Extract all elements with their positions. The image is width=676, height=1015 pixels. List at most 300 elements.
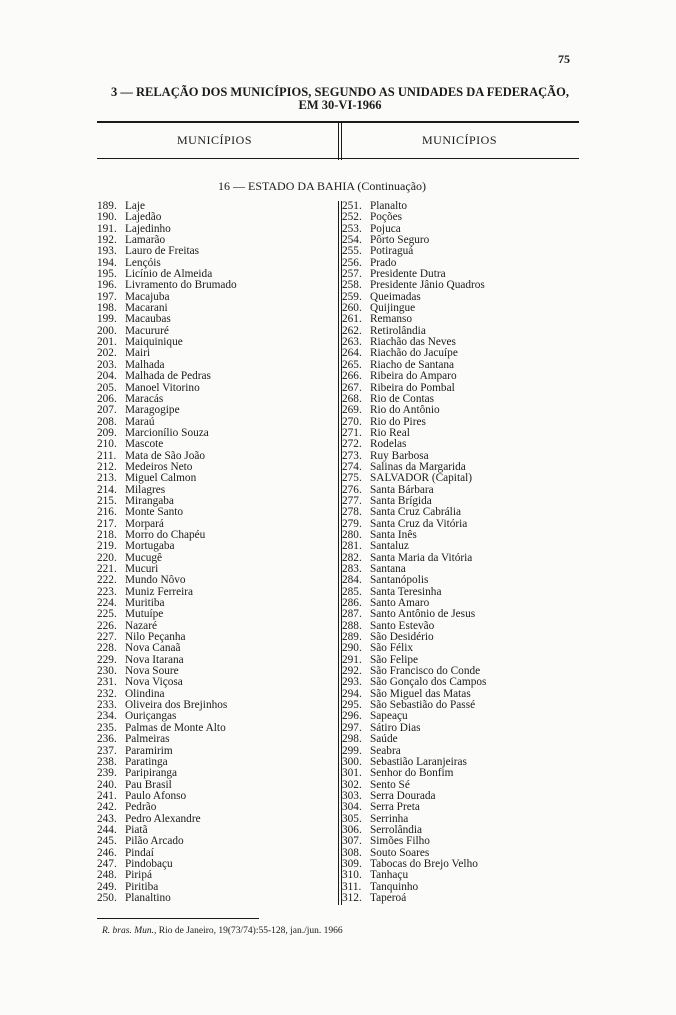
municipality-name: Pindobaçu — [125, 857, 173, 870]
item-number: 240. — [97, 778, 117, 791]
municipality-name: Muritiba — [125, 597, 165, 610]
list-item — [97, 791, 237, 802]
municipality-name: Mata de São João — [125, 449, 205, 462]
item-number: 257. — [342, 268, 362, 281]
municipality-name: Santa Cruz Cabrália — [370, 506, 461, 519]
item-number: 272. — [342, 438, 362, 451]
municipality-name: Mundo Nôvo — [125, 574, 186, 587]
item-number: 193. — [97, 245, 117, 258]
municipality-name: Piatã — [125, 823, 148, 836]
item-number: 197. — [97, 290, 117, 303]
municipality-name: Morpará — [125, 517, 164, 530]
municipality-name: Muniz Ferreira — [125, 585, 194, 598]
municipality-name: Queimadas — [370, 290, 421, 303]
item-number: 195. — [97, 268, 117, 281]
item-number: 308. — [342, 846, 362, 859]
item-number: 303. — [342, 789, 362, 802]
page-number: 75 — [558, 52, 570, 66]
municipality-name: São Desidério — [370, 631, 434, 644]
municipality-name: Prado — [370, 256, 397, 269]
municipality-name: São Francisco do Conde — [370, 665, 481, 678]
item-number: 261. — [342, 313, 362, 326]
list-item — [97, 553, 237, 564]
municipality-name: Saúde — [370, 733, 398, 746]
municipality-name: Nazaré — [125, 619, 157, 632]
item-number: 229. — [97, 653, 117, 666]
item-number: 227. — [97, 631, 117, 644]
municipality-name: Santa Inês — [370, 528, 417, 541]
item-number: 223. — [97, 585, 117, 598]
section-title-line2: EM 30-VI-1966 — [298, 98, 382, 112]
item-number: 224. — [97, 597, 117, 610]
municipality-name: Mucuri — [125, 563, 159, 575]
item-number: 216. — [97, 506, 117, 519]
municipality-name: Nova Viçosa — [125, 676, 183, 689]
item-number: 270. — [342, 415, 362, 428]
item-number: 269. — [342, 404, 362, 417]
municipality-name: Mutuípe — [125, 608, 164, 621]
municipality-name: Serrinha — [370, 812, 409, 825]
item-number: 260. — [342, 302, 362, 315]
list-divider-left — [338, 201, 339, 905]
municipality-name: Paratinga — [125, 755, 168, 768]
list-item — [342, 723, 486, 734]
item-number: 209. — [97, 426, 117, 439]
municipality-name: Medeiros Neto — [125, 460, 193, 473]
item-number: 239. — [97, 767, 117, 780]
item-number: 275. — [342, 472, 362, 485]
item-number: 298. — [342, 733, 362, 746]
list-item — [97, 541, 237, 552]
list-item — [342, 768, 486, 779]
municipality-name: Pedro Alexandre — [125, 812, 201, 825]
municipality-name: Nova Canaã — [125, 642, 181, 655]
list-item — [342, 859, 486, 870]
list-item — [342, 417, 486, 428]
municipality-name: Ouriçangas — [125, 710, 177, 723]
item-number: 253. — [342, 222, 362, 235]
municipality-name: Miguel Calmon — [125, 472, 197, 485]
municipality-name: São Sebastião do Passé — [370, 699, 476, 712]
item-number: 222. — [97, 574, 117, 587]
item-number: 291. — [342, 653, 362, 666]
item-number: 262. — [342, 324, 362, 337]
item-number: 191. — [97, 222, 117, 235]
list-item — [97, 224, 237, 235]
list-item — [342, 734, 486, 745]
municipality-name: Presidente Dutra — [370, 268, 446, 281]
item-number: 206. — [97, 392, 117, 405]
municipality-name: Macaubas — [125, 313, 171, 326]
section-title-line1: 3 — RELAÇÃO DOS MUNICÍPIOS, SEGUNDO AS UNIDADES DA FEDERAÇÃO, — [110, 85, 570, 99]
item-number: 271. — [342, 426, 362, 439]
item-number: 252. — [342, 211, 362, 224]
item-number: 244. — [97, 823, 117, 836]
item-number: 200. — [97, 324, 117, 337]
item-number: 217. — [97, 517, 117, 530]
item-number: 259. — [342, 290, 362, 303]
item-number: 241. — [97, 789, 117, 802]
list-item — [97, 859, 237, 870]
item-number: 226. — [97, 619, 117, 632]
item-number: 284. — [342, 574, 362, 587]
list-item — [97, 814, 237, 825]
item-number: 201. — [97, 336, 117, 349]
municipality-name: Mascote — [125, 438, 164, 451]
item-number: 232. — [97, 687, 117, 700]
item-number: 213. — [97, 472, 117, 485]
municipality-name: Nova Soure — [125, 665, 179, 678]
item-number: 293. — [342, 676, 362, 689]
item-number: 312. — [342, 891, 362, 904]
municipality-name: Mucugê — [125, 551, 163, 564]
state-subtitle: 16 — ESTADO DA BAHIA (Continuação) — [218, 179, 427, 193]
municipality-name: Quijingue — [370, 302, 416, 315]
municipality-name: Riacho de Santana — [370, 358, 455, 371]
list-item — [97, 587, 237, 598]
item-number: 304. — [342, 801, 362, 814]
item-number: 204. — [97, 370, 117, 383]
municipality-name: Milagres — [125, 483, 166, 496]
item-number: 290. — [342, 642, 362, 655]
municipality-name: Rio do Pires — [370, 415, 426, 428]
list-item — [342, 212, 486, 223]
list-item — [97, 348, 237, 359]
municipality-name: Mirangaba — [125, 494, 174, 507]
list-item — [97, 893, 237, 904]
item-number: 280. — [342, 528, 362, 541]
item-number: 299. — [342, 744, 362, 757]
item-number: 302. — [342, 778, 362, 791]
item-number: 238. — [97, 755, 117, 768]
municipality-name: Lajedão — [125, 211, 162, 224]
municipality-name: Macarani — [125, 302, 168, 315]
municipality-name: Tanquinho — [370, 880, 419, 893]
municipality-name: Pojuca — [370, 222, 401, 235]
municipality-name: São Gonçalo dos Campos — [370, 676, 487, 689]
municipality-list-right — [342, 201, 486, 904]
municipality-name: Rodelas — [370, 438, 407, 451]
municipality-name: Monte Santo — [125, 506, 184, 519]
list-item — [342, 632, 486, 643]
municipality-name: Tabocas do Brejo Velho — [370, 857, 478, 870]
municipality-name: Pôrto Seguro — [370, 234, 430, 247]
municipality-name: Livramento do Brumado — [125, 279, 237, 292]
municipality-name: Palmas de Monte Alto — [125, 721, 226, 734]
municipality-name: Senhor do Bonfim — [370, 767, 454, 780]
municipality-name: Marcionílio Souza — [125, 426, 209, 439]
item-number: 311. — [342, 880, 362, 893]
item-number: 282. — [342, 551, 362, 564]
municipality-name: Paripiranga — [125, 767, 178, 780]
item-number: 307. — [342, 835, 362, 848]
item-number: 285. — [342, 585, 362, 598]
municipality-name: Retirolândia — [370, 324, 426, 337]
municipality-name: Serra Preta — [370, 801, 420, 814]
list-item — [97, 677, 237, 688]
item-number: 202. — [97, 347, 117, 360]
item-number: 220. — [97, 551, 117, 564]
item-number: 219. — [97, 540, 117, 553]
municipality-name: Palmeiras — [125, 733, 170, 746]
municipality-name: Malhada — [125, 358, 165, 371]
municipality-name: Santa Bárbara — [370, 483, 434, 496]
municipality-name: SALVADOR (Capital) — [370, 472, 472, 485]
municipality-name: Laje — [125, 200, 146, 212]
municipality-name: Tanhaçu — [370, 869, 409, 882]
footer-details: Rio de Janeiro, 19(73/74):55-128, jan./jun. 1966 — [158, 926, 343, 936]
item-number: 300. — [342, 755, 362, 768]
municipality-name: Macajuba — [125, 290, 170, 303]
municipality-name: Manoel Vitorino — [125, 381, 200, 394]
list-item — [342, 893, 486, 904]
item-number: 196. — [97, 279, 117, 292]
item-number: 295. — [342, 699, 362, 712]
item-number: 212. — [97, 460, 117, 473]
item-number: 215. — [97, 494, 117, 507]
item-number: 255. — [342, 245, 362, 258]
footer-citation — [102, 926, 343, 936]
municipality-name: Planaltino — [125, 891, 171, 904]
item-number: 243. — [97, 812, 117, 825]
item-number: 199. — [97, 313, 117, 326]
list-item — [342, 235, 486, 246]
municipality-name: Simões Filho — [370, 835, 430, 848]
item-number: 277. — [342, 494, 362, 507]
item-number: 286. — [342, 597, 362, 610]
municipality-name: Souto Soares — [370, 846, 430, 859]
list-item — [97, 870, 237, 881]
municipality-name: Maiquinique — [125, 336, 183, 349]
item-number: 287. — [342, 608, 362, 621]
list-item — [97, 836, 237, 847]
item-number: 263. — [342, 336, 362, 349]
item-number: 264. — [342, 347, 362, 360]
item-number: 235. — [97, 721, 117, 734]
municipality-name: Salinas da Margarida — [370, 460, 466, 473]
municipality-name: Pilão Arcado — [125, 835, 184, 848]
municipality-name: Sátiro Dias — [370, 721, 421, 734]
item-number: 214. — [97, 483, 117, 496]
item-number: 246. — [97, 846, 117, 859]
municipality-name: Pedrão — [125, 801, 157, 814]
item-number: 249. — [97, 880, 117, 893]
column-header-right: MUNICÍPIOS — [422, 133, 498, 147]
municipality-name: Pindaí — [125, 846, 154, 859]
municipality-name: Santaluz — [370, 540, 409, 553]
item-number: 242. — [97, 801, 117, 814]
municipality-name: Santanópolis — [370, 574, 429, 587]
list-item — [342, 303, 486, 314]
municipality-name: Piritiba — [125, 880, 159, 893]
list-item — [97, 201, 237, 212]
municipality-name: Malhada de Pedras — [125, 370, 211, 383]
footer-journal: R. bras. Mun., — [102, 926, 157, 936]
header-bottom-rule — [97, 158, 579, 159]
list-item — [342, 428, 486, 439]
item-number: 288. — [342, 619, 362, 632]
municipality-name: Santa Teresinha — [370, 585, 442, 598]
municipality-name: Nova Itarana — [125, 653, 184, 666]
municipality-name: Presidente Jânio Quadros — [370, 279, 485, 292]
item-number: 278. — [342, 506, 362, 519]
item-number: 245. — [97, 835, 117, 848]
municipality-name: Morro do Chapéu — [125, 528, 206, 541]
municipality-name: Ribeira do Pombal — [370, 381, 455, 394]
municipality-name: Mairi — [125, 347, 151, 360]
item-number: 310. — [342, 869, 362, 882]
municipality-name: Paramirim — [125, 744, 173, 757]
item-number: 306. — [342, 823, 362, 836]
header-divider-right — [341, 123, 342, 160]
municipality-name: Lamarão — [125, 234, 166, 247]
item-number: 256. — [342, 256, 362, 269]
item-number: 225. — [97, 608, 117, 621]
municipality-name: Pau Brasil — [125, 778, 172, 791]
item-number: 268. — [342, 392, 362, 405]
municipality-name: Rio do Antônio — [370, 404, 440, 417]
item-number: 233. — [97, 699, 117, 712]
municipality-name: Planalto — [370, 200, 408, 212]
municipality-name: Santa Cruz da Vitória — [370, 517, 468, 530]
municipality-name: Lençóis — [125, 256, 161, 269]
municipality-name: São Félix — [370, 642, 413, 655]
item-number: 230. — [97, 665, 117, 678]
item-number: 190. — [97, 211, 117, 224]
municipality-name: Lauro de Freitas — [125, 245, 200, 258]
list-item — [342, 246, 486, 257]
municipality-name: São Felipe — [370, 653, 419, 666]
list-item — [97, 383, 237, 394]
municipality-name: Piripá — [125, 869, 152, 882]
item-number: 207. — [97, 404, 117, 417]
item-number: 273. — [342, 449, 362, 462]
municipality-name: Santa Maria da Vitória — [370, 551, 473, 564]
municipality-name: Taperoá — [370, 891, 407, 904]
item-number: 236. — [97, 733, 117, 746]
list-item — [342, 700, 486, 711]
list-item — [342, 530, 486, 541]
item-number: 266. — [342, 370, 362, 383]
municipality-name: Macururé — [125, 324, 169, 337]
municipality-name: Santo Amaro — [370, 597, 430, 610]
item-number: 211. — [97, 449, 117, 462]
municipality-name: Santo Antônio de Jesus — [370, 608, 476, 621]
municipality-name: Riachão do Jacuípe — [370, 347, 458, 360]
item-number: 276. — [342, 483, 362, 496]
item-number: 218. — [97, 528, 117, 541]
municipality-name: São Miguel das Matas — [370, 687, 471, 700]
item-number: 265. — [342, 358, 362, 371]
item-number: 250. — [97, 891, 117, 904]
municipality-name: Serra Dourada — [370, 789, 436, 802]
item-number: 237. — [97, 744, 117, 757]
municipality-name: Paulo Afonso — [125, 789, 187, 802]
municipality-name: Mortugaba — [125, 540, 175, 553]
municipality-name: Ribeira do Amparo — [370, 370, 457, 383]
item-number: 234. — [97, 710, 117, 723]
municipality-name: Remanso — [370, 313, 413, 326]
item-number: 231. — [97, 676, 117, 689]
item-number: 309. — [342, 857, 362, 870]
item-number: 267. — [342, 381, 362, 394]
municipality-name: Maraú — [125, 415, 155, 428]
item-number: 192. — [97, 234, 117, 247]
municipality-name: Oliveira dos Brejinhos — [125, 699, 228, 712]
municipality-name: Potiraguá — [370, 245, 414, 258]
municipality-name: Olindina — [125, 687, 165, 700]
municipality-name: Maragogipe — [125, 404, 180, 417]
item-number: 254. — [342, 234, 362, 247]
municipality-list-left — [97, 201, 237, 904]
municipality-name: Sebastião Laranjeiras — [370, 755, 467, 768]
column-header-left: MUNICÍPIOS — [177, 133, 253, 147]
municipality-name: Rio Real — [370, 426, 410, 439]
item-number: 274. — [342, 460, 362, 473]
municipality-name: Sento Sé — [370, 778, 410, 791]
municipality-name: Santa Brígida — [370, 494, 432, 507]
municipality-name: Santo Estevão — [370, 619, 435, 632]
header-divider-left — [338, 123, 339, 160]
item-number: 258. — [342, 279, 362, 292]
municipality-name: Lajedinho — [125, 222, 171, 235]
municipality-name: Ruy Barbosa — [370, 449, 429, 462]
item-number: 289. — [342, 631, 362, 644]
item-number: 189. — [97, 200, 117, 212]
municipality-name: Nilo Peçanha — [125, 631, 186, 644]
item-number: 305. — [342, 812, 362, 825]
list-item — [342, 201, 486, 212]
item-number: 247. — [97, 857, 117, 870]
list-item — [97, 473, 237, 484]
item-number: 208. — [97, 415, 117, 428]
item-number: 205. — [97, 381, 117, 394]
municipality-name: Licínio de Almeida — [125, 268, 213, 281]
list-item — [97, 337, 237, 348]
municipality-name: Rio de Contas — [370, 392, 435, 405]
municipality-name: Seabra — [370, 744, 401, 757]
municipality-name: Maracás — [125, 392, 164, 405]
section-title — [95, 86, 585, 112]
footer-rule — [97, 918, 259, 919]
list-item — [97, 428, 237, 439]
item-number: 251. — [342, 200, 362, 212]
item-number: 296. — [342, 710, 362, 723]
item-number: 281. — [342, 540, 362, 553]
item-number: 198. — [97, 302, 117, 315]
list-item — [342, 553, 486, 564]
list-item — [97, 598, 237, 609]
list-item — [97, 507, 237, 518]
item-number: 283. — [342, 563, 362, 575]
item-number: 203. — [97, 358, 117, 371]
item-number: 248. — [97, 869, 117, 882]
item-number: 228. — [97, 642, 117, 655]
item-number: 194. — [97, 256, 117, 269]
list-item — [97, 246, 237, 257]
item-number: 297. — [342, 721, 362, 734]
item-number: 279. — [342, 517, 362, 530]
municipality-name: Santana — [370, 563, 406, 575]
municipality-name: Riachão das Neves — [370, 336, 456, 349]
list-item — [342, 802, 486, 813]
item-number: 221. — [97, 563, 117, 575]
list-item — [342, 882, 486, 893]
municipality-name: Sapeaçu — [370, 710, 408, 723]
item-number: 210. — [97, 438, 117, 451]
municipality-name: Serrolândia — [370, 823, 423, 836]
list-item — [97, 609, 237, 620]
